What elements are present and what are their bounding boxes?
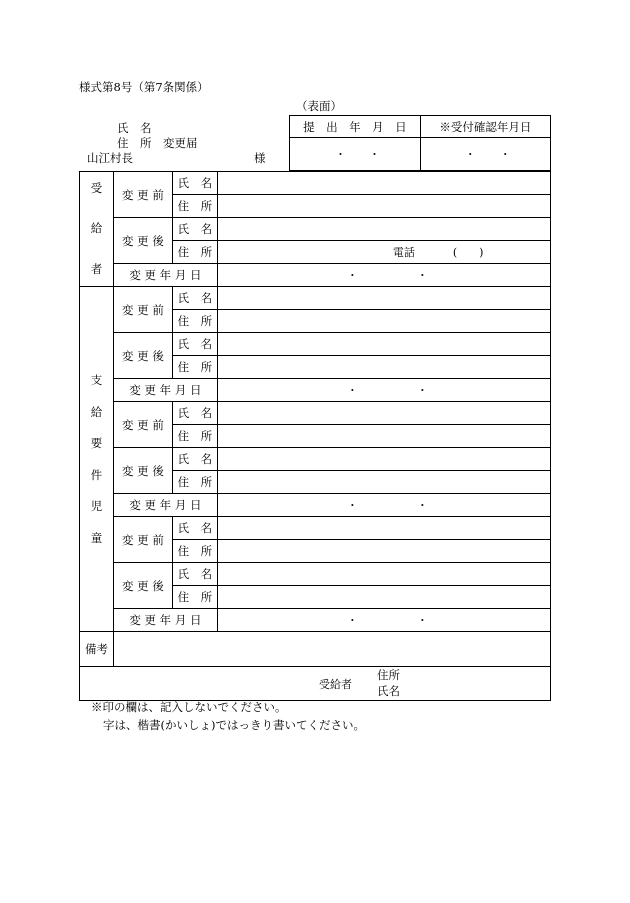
form-number: 様式第8号（第7条関係） [79,80,209,94]
submission-date-label: 提 出 年 月 日 [290,116,421,138]
recipient-change-date-label: 変 更 年 月 日 [113,264,217,287]
note-1: ※印の欄は、記入しないでください。 [91,700,287,714]
child2-after-address-label: 住 所 [172,471,217,494]
date-table [289,115,551,171]
note-2: 字は、楷書(かいしょ)ではっきり書いてください。 [103,718,365,732]
child2-change-date-label: 変 更 年 月 日 [113,494,217,517]
recipient-after-label: 変 更 後 [113,218,172,264]
remarks-field[interactable] [113,632,550,667]
child2-after-address-field[interactable] [217,471,550,494]
footer-name-label: 氏名 [377,684,400,698]
child2-after-name-field[interactable] [217,448,550,471]
recipient-before-name-label: 氏 名 [172,172,217,195]
date-dot: ・ [499,148,511,161]
date-dot: ・ [464,148,476,161]
child2-before-label: 変 更 前 [113,402,172,448]
child1-after-label: 変 更 後 [113,333,172,379]
date-dot: ・ [416,384,428,397]
receipt-date-field [420,138,550,171]
footer-address-label: 住所 [377,668,400,682]
recipient-change-date-field[interactable] [217,264,550,287]
child3-after-address-label: 住 所 [172,586,217,609]
child3-after-name-field[interactable] [217,563,550,586]
recipient-after-name-field[interactable] [217,218,550,241]
recipient-before-name-field[interactable] [217,172,550,195]
title-address-change: 住 所 変更届 [117,136,198,150]
phone-label: 電話 [392,246,415,259]
recipient-before-label: 変 更 前 [113,172,172,218]
date-dot: ・ [346,384,358,397]
recipient-after-address-field[interactable] [217,241,550,264]
child3-after-name-label: 氏 名 [172,563,217,586]
child1-before-address-field[interactable] [217,310,550,333]
date-dot: ・ [346,499,358,512]
honorific: 様 [254,151,266,165]
child1-change-date-field[interactable] [217,379,550,402]
child1-after-address-label: 住 所 [172,356,217,379]
child3-after-label: 変 更 後 [113,563,172,609]
child2-before-name-field[interactable] [217,402,550,425]
child1-before-label: 変 更 前 [113,287,172,333]
recipient-after-name-label: 氏 名 [172,218,217,241]
child3-change-date-field[interactable] [217,609,550,632]
child3-before-address-label: 住 所 [172,540,217,563]
recipient-before-address-label: 住 所 [172,195,217,218]
side-label: （表面） [296,99,342,113]
child3-before-label: 変 更 前 [113,517,172,563]
child1-before-name-field[interactable] [217,287,550,310]
date-dot: ・ [416,499,428,512]
child3-after-address-field[interactable] [217,586,550,609]
signature-area[interactable] [80,667,551,701]
title-name: 氏 名 [117,121,152,135]
child1-after-name-field[interactable] [217,333,550,356]
child1-after-name-label: 氏 名 [172,333,217,356]
child3-before-name-label: 氏 名 [172,517,217,540]
addressee: 山江村長 [87,151,133,165]
child2-after-name-label: 氏 名 [172,448,217,471]
date-dot: ・ [369,148,380,161]
child2-change-date-field[interactable] [217,494,550,517]
main-form-table [79,171,551,701]
child2-before-name-label: 氏 名 [172,402,217,425]
date-dot: ・ [346,614,358,627]
child3-before-address-field[interactable] [217,540,550,563]
child2-before-address-field[interactable] [217,425,550,448]
date-dot: ・ [335,148,346,161]
footer-recipient-label: 受給者 [319,677,352,691]
phone-parens: ( ) [452,246,484,259]
receipt-date-label: ※受付確認年月日 [420,116,550,138]
child1-change-date-label: 変 更 年 月 日 [113,379,217,402]
child1-before-address-label: 住 所 [172,310,217,333]
recipient-group-label: 受 給 者 [80,172,114,287]
remarks-label: 備考 [80,632,114,667]
date-dot: ・ [346,269,358,282]
recipient-after-address-label: 住 所 [172,241,217,264]
date-dot: ・ [416,614,428,627]
submission-date-field[interactable] [290,138,421,171]
child1-after-address-field[interactable] [217,356,550,379]
child2-after-label: 変 更 後 [113,448,172,494]
child-group-label: 支 給 要 件 児 童 [80,287,114,632]
child3-change-date-label: 変 更 年 月 日 [113,609,217,632]
child1-before-name-label: 氏 名 [172,287,217,310]
recipient-before-address-field[interactable] [217,195,550,218]
child3-before-name-field[interactable] [217,517,550,540]
child2-before-address-label: 住 所 [172,425,217,448]
date-dot: ・ [416,269,428,282]
